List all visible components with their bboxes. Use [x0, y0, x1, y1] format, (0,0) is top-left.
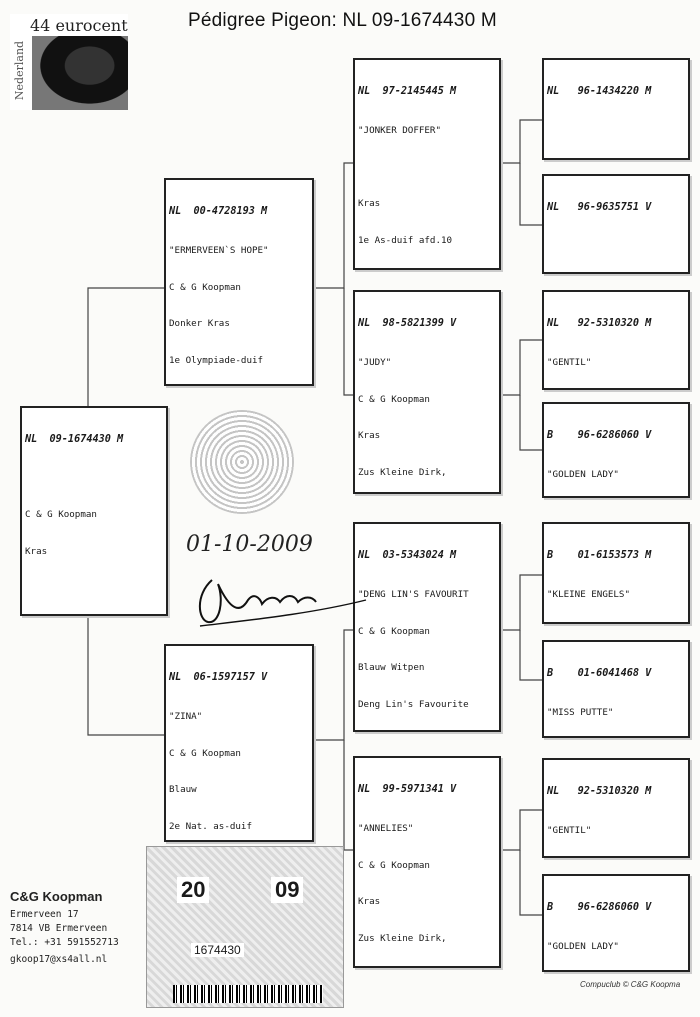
ring-sticker	[146, 846, 344, 1008]
ring-number: NL 00-4728193 M	[169, 206, 268, 218]
ring-number: B 96-6286060 V	[547, 430, 652, 442]
card-line: C & G Koopman	[358, 859, 430, 871]
ring-number: NL 09-1674430 M	[25, 434, 124, 446]
ring-number: NL 92-5310320 M	[547, 318, 652, 330]
paternal-grandmother-card	[353, 290, 501, 494]
subject-pigeon-card	[20, 406, 168, 616]
card-line: C & G Koopman	[169, 281, 241, 293]
great-grandparent-card	[542, 402, 690, 498]
ring-number: NL 99-5971341 V	[358, 784, 457, 796]
card-line: C & G Koopman	[169, 747, 241, 759]
stamp-value: 44 eurocent	[30, 16, 128, 35]
page-title: Pédigree Pigeon: NL 09-1674430 M	[188, 10, 497, 31]
card-line: Zus Kleine Dirk,	[358, 932, 447, 944]
card-line: Kras	[358, 430, 381, 442]
card-line: "JONKER DOFFER"	[358, 125, 441, 137]
great-grandparent-card	[542, 522, 690, 624]
great-grandparent-card	[542, 58, 690, 160]
card-line: "GOLDEN LADY"	[547, 469, 619, 481]
barcode	[173, 985, 323, 1003]
card-line: Kras	[358, 896, 381, 908]
great-grandparent-card	[542, 758, 690, 858]
ring-number: NL 96-9635751 V	[547, 202, 652, 214]
ring-number: NL 98-5821399 V	[358, 318, 457, 330]
sticker-ring-number: 1674430	[191, 943, 244, 957]
card-line: 1e Olympiade-duif	[169, 354, 264, 366]
card-line: Kras	[25, 546, 48, 558]
card-line: C & G Koopman	[358, 393, 430, 405]
great-grandparent-card	[542, 640, 690, 738]
signature	[190, 570, 370, 630]
maternal-grandmother-card	[353, 756, 501, 968]
card-line: "GENTIL"	[547, 825, 592, 837]
stamp-country: Nederland	[13, 40, 27, 101]
ring-number: NL 92-5310320 M	[547, 786, 652, 798]
owner-address	[10, 890, 119, 967]
father-card	[164, 178, 314, 386]
card-line: "KLEINE ENGELS"	[547, 589, 630, 601]
great-grandparent-card	[542, 290, 690, 390]
card-line: C & G Koopman	[25, 509, 97, 521]
ring-number: NL 06-1597157 V	[169, 672, 268, 684]
card-line: "ZINA"	[169, 711, 203, 723]
great-grandparent-card	[542, 874, 690, 972]
card-line: "ERMERVEEN`S HOPE"	[169, 245, 269, 257]
card-line: C & G Koopman	[358, 625, 430, 637]
great-grandparent-card	[542, 174, 690, 274]
card-line	[358, 162, 496, 174]
card-line: "GENTIL"	[547, 357, 592, 369]
paternal-grandfather-card	[353, 58, 501, 270]
card-line: 1e As-duif afd.10	[358, 234, 453, 246]
card-line: 2e Nat. as-duif	[169, 820, 252, 832]
owner-city: 7814 VB Ermerveen	[10, 923, 108, 934]
card-line	[547, 125, 685, 137]
card-line: Donker Kras	[169, 318, 230, 330]
card-line: Blauw Witpen	[358, 662, 425, 674]
maternal-grandfather-card	[353, 522, 501, 732]
footer-credit: Compuclub © C&G Koopma	[580, 980, 681, 989]
card-line: "GOLDEN LADY"	[547, 941, 619, 953]
card-line: "ANNELIES"	[358, 823, 414, 835]
owner-phone: Tel.: +31 591552713	[10, 937, 119, 948]
card-line	[547, 241, 685, 253]
mother-card	[164, 644, 314, 842]
ring-number: NL 96-1434220 M	[547, 86, 652, 98]
card-line: Blauw	[169, 784, 197, 796]
card-line: Kras	[358, 198, 381, 210]
ring-number: B 01-6153573 M	[547, 550, 652, 562]
ring-number: B 01-6041468 V	[547, 668, 652, 680]
card-line: Deng Lin's Favourite	[358, 698, 469, 710]
ring-number: NL 97-2145445 M	[358, 86, 457, 98]
handwritten-date: 01-10-2009	[186, 532, 313, 557]
owner-name: C&G Koopman	[10, 889, 103, 904]
card-line: "JUDY"	[358, 357, 392, 369]
owner-street: Ermerveen 17	[10, 909, 79, 920]
owner-email: gkoop17@xs4all.nl	[10, 954, 108, 965]
sticker-year-left: 20	[177, 877, 209, 903]
card-line: Zus Kleine Dirk,	[358, 466, 447, 478]
embossed-seal	[190, 410, 294, 514]
card-line: "DENG LIN'S FAVOURIT	[358, 589, 469, 601]
ring-number: B 96-6286060 V	[547, 902, 652, 914]
sticker-year-right: 09	[271, 877, 303, 903]
card-line: "MISS PUTTE"	[547, 707, 614, 719]
ring-number: NL 03-5343024 M	[358, 550, 457, 562]
